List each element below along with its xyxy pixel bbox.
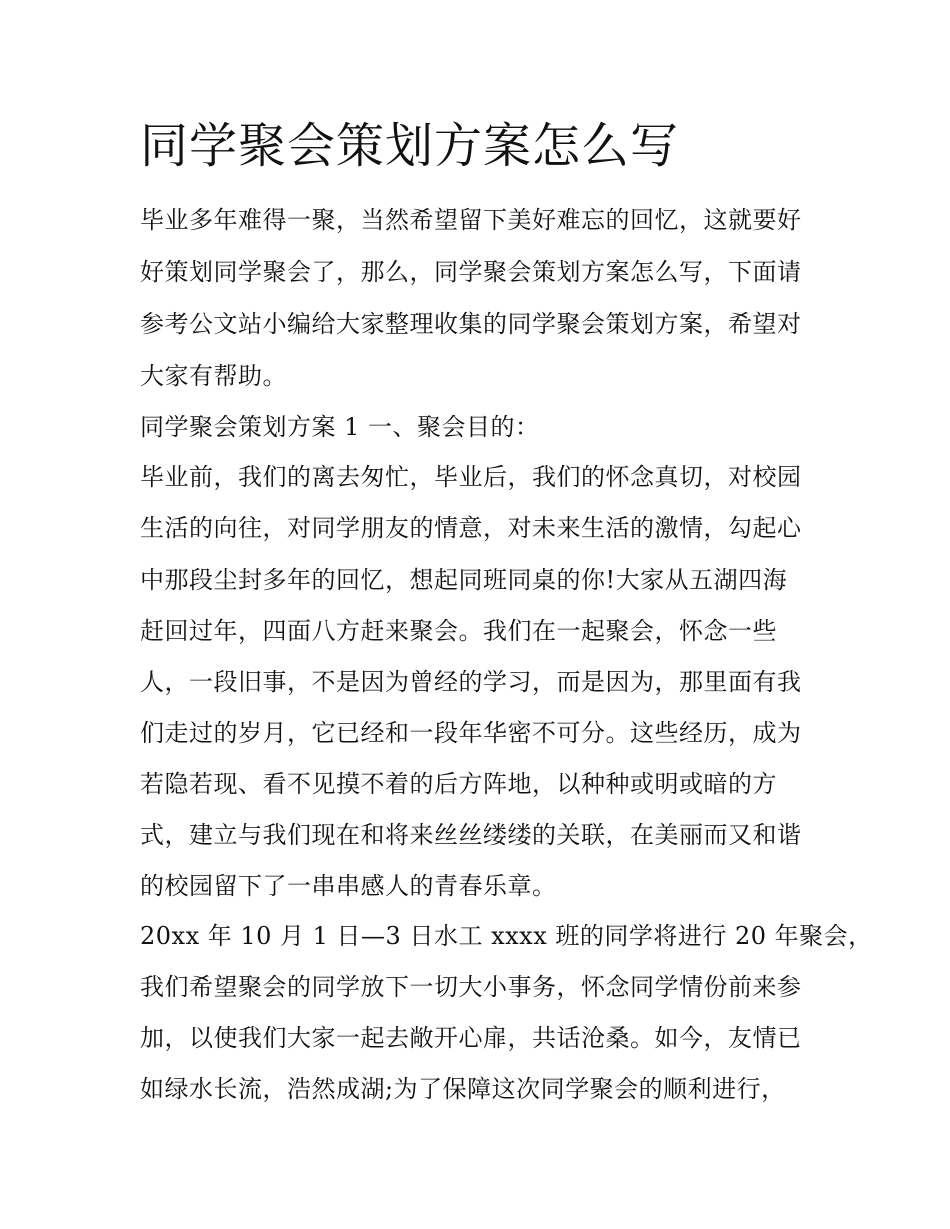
paragraph-line: 如绿水长流，浩然成湖;为了保障这次同学聚会的顺利进行， [140,1075,786,1103]
paragraph-line: 的校园留下了一串串感人的青春乐章。 [140,872,557,900]
paragraph-line: 毕业多年难得一聚，当然希望留下美好难忘的回忆，这就要好 [140,206,802,234]
document-title: 同学聚会策划方案怎么写 [140,118,680,174]
paragraph-line: 加，以使我们大家一起去敞开心扉，共话沧桑。如今，友情已 [140,1024,802,1052]
paragraph-line: 20xx 年 10 月 1 日—3 日水工 xxxx 班的同学将进行 20 年聚会， [140,922,873,950]
paragraph-line: 们走过的岁月，它已经和一段年华密不可分。这些经历，成为 [140,719,802,747]
section-heading: 同学聚会策划方案 1 一、聚会目的： [140,413,540,441]
paragraph-line: 人，一段旧事，不是因为曾经的学习，而是因为，那里面有我 [140,668,802,696]
paragraph-line: 赶回过年，四面八方赶来聚会。我们在一起聚会，怀念一些 [140,617,777,645]
paragraph-line: 参考公文站小编给大家整理收集的同学聚会策划方案，希望对 [140,310,802,338]
paragraph-line: 若隐若现、看不见摸不着的后方阵地，以种种或明或暗的方 [140,770,777,798]
paragraph-line: 毕业前，我们的离去匆忙，毕业后，我们的怀念真切，对校园 [140,463,802,491]
paragraph-line: 式，建立与我们现在和将来丝丝缕缕的关联，在美丽而又和谐 [140,821,802,849]
paragraph-line: 生活的向往，对同学朋友的情意，对未来生活的激情，勾起心 [140,514,802,542]
paragraph-line: 大家有帮助。 [140,362,287,390]
paragraph-line: 好策划同学聚会了，那么，同学聚会策划方案怎么写，下面请 [140,258,802,286]
paragraph-line: 中那段尘封多年的回忆，想起同班同桌的你!大家从五湖四海 [140,566,788,594]
paragraph-line: 我们希望聚会的同学放下一切大小事务，怀念同学情份前来参 [140,973,802,1001]
